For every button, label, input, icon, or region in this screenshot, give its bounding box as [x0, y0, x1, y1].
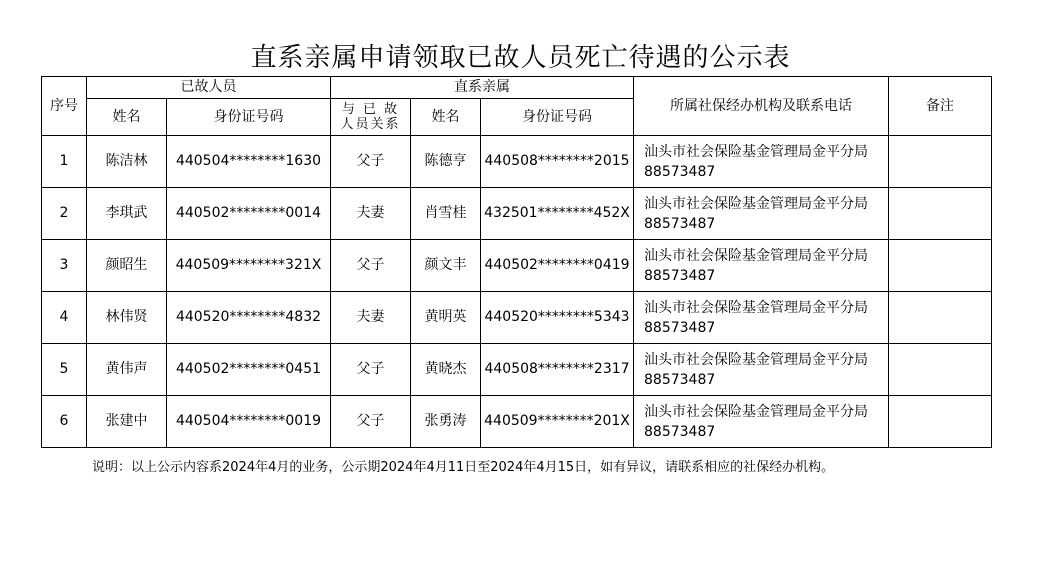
table-row — [42, 240, 992, 292]
table-row — [42, 188, 992, 240]
cell-relative-id: 440509********201X — [481, 396, 634, 448]
table-row — [42, 136, 992, 188]
cell-deceased-id: 440509********321X — [167, 240, 331, 292]
cell-relative-name: 黄晓杰 — [411, 344, 481, 396]
cell-org: 汕头市社会保险基金管理局金平分局 88573487 — [634, 344, 889, 396]
cell-remark — [889, 396, 992, 448]
cell-deceased-id: 440504********0019 — [167, 396, 331, 448]
cell-relation: 父子 — [331, 240, 411, 292]
header-remark: 备注 — [889, 77, 992, 136]
header-relative-name: 姓名 — [411, 99, 481, 136]
cell-seq: 4 — [42, 292, 87, 344]
cell-deceased-name: 林伟贤 — [87, 292, 167, 344]
cell-relation: 父子 — [331, 344, 411, 396]
cell-relative-id: 440508********2015 — [481, 136, 634, 188]
cell-deceased-id: 440502********0014 — [167, 188, 331, 240]
cell-org: 汕头市社会保险基金管理局金平分局 88573487 — [634, 188, 889, 240]
cell-org: 汕头市社会保险基金管理局金平分局 88573487 — [634, 136, 889, 188]
footnote: 说明：以上公示内容系2024年4月的业务，公示期2024年4月11日至2024年4月15日，如有异议，请联系相应的社保经办机构。 — [92, 460, 835, 475]
cell-relative-name: 张勇涛 — [411, 396, 481, 448]
cell-deceased-name: 黄伟声 — [87, 344, 167, 396]
cell-deceased-id: 440502********0451 — [167, 344, 331, 396]
cell-remark — [889, 344, 992, 396]
header-relative-group: 直系亲属 — [331, 77, 634, 99]
cell-seq: 1 — [42, 136, 87, 188]
cell-deceased-name: 李琪武 — [87, 188, 167, 240]
table-row — [42, 396, 992, 448]
cell-seq: 6 — [42, 396, 87, 448]
cell-relation: 父子 — [331, 136, 411, 188]
page-title: 直系亲属申请领取已故人员死亡待遇的公示表 — [250, 43, 791, 73]
cell-relative-id: 440502********0419 — [481, 240, 634, 292]
cell-seq: 5 — [42, 344, 87, 396]
cell-relative-name: 颜文丰 — [411, 240, 481, 292]
table-row — [42, 292, 992, 344]
cell-seq: 3 — [42, 240, 87, 292]
cell-relation: 父子 — [331, 396, 411, 448]
table-row — [42, 344, 992, 396]
notice-table — [41, 76, 992, 448]
header-seq: 序号 — [42, 77, 87, 136]
cell-remark — [889, 136, 992, 188]
cell-relative-id: 432501********452X — [481, 188, 634, 240]
header-deceased-id: 身份证号码 — [167, 99, 331, 136]
cell-deceased-id: 440520********4832 — [167, 292, 331, 344]
cell-deceased-id: 440504********1630 — [167, 136, 331, 188]
cell-relation: 夫妻 — [331, 188, 411, 240]
header-deceased-name: 姓名 — [87, 99, 167, 136]
header-relative-id: 身份证号码 — [481, 99, 634, 136]
cell-relative-name: 黄明英 — [411, 292, 481, 344]
cell-org: 汕头市社会保险基金管理局金平分局 88573487 — [634, 396, 889, 448]
cell-relative-name: 陈德亨 — [411, 136, 481, 188]
cell-relative-name: 肖雪桂 — [411, 188, 481, 240]
header-org: 所属社保经办机构及联系电话 — [634, 77, 889, 136]
cell-relation: 夫妻 — [331, 292, 411, 344]
cell-remark — [889, 188, 992, 240]
cell-relative-id: 440508********2317 — [481, 344, 634, 396]
cell-relative-id: 440520********5343 — [481, 292, 634, 344]
cell-remark — [889, 240, 992, 292]
cell-remark — [889, 292, 992, 344]
cell-org: 汕头市社会保险基金管理局金平分局 88573487 — [634, 292, 889, 344]
cell-org: 汕头市社会保险基金管理局金平分局 88573487 — [634, 240, 889, 292]
cell-deceased-name: 陈洁林 — [87, 136, 167, 188]
header-deceased-group: 已故人员 — [87, 77, 331, 99]
cell-deceased-name: 张建中 — [87, 396, 167, 448]
cell-seq: 2 — [42, 188, 87, 240]
cell-deceased-name: 颜昭生 — [87, 240, 167, 292]
header-relation: 与 已 故 人员关系 — [331, 99, 411, 136]
